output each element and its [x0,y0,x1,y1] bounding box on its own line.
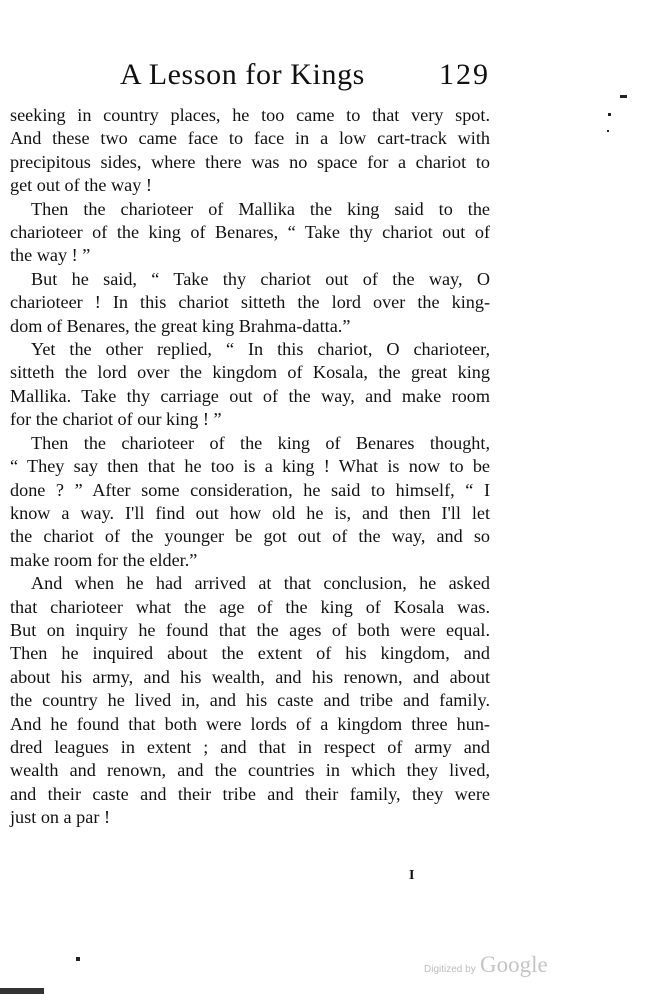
digitized-by-label: Digitized by [424,964,476,975]
paragraph [10,572,490,829]
text-line: And these two came face to face in a low cart-track with [10,128,490,149]
text-line: And when he had arrived at that conclusion, he asked [31,573,490,594]
text-line: Then he inquired about the extent of his kingdom, and [10,643,490,664]
paragraph [10,268,490,338]
text-line: precipitous sides, where there was no space for a chariot to [10,151,490,172]
text-line: Then the charioteer of Mallika the king said to the [31,198,490,219]
page-header [120,58,490,98]
page-number: 129 [439,58,490,91]
body-text [10,104,490,830]
text-line: make room for the elder.” [10,549,198,570]
text-line: Mallika. Take thy carriage out of the way, and make room [10,385,490,406]
google-watermark: Google [480,952,548,977]
paragraph [10,198,490,268]
text-line: get out of the way ! [10,175,152,196]
text-line: know a way. I'll find out how old he is, and then I'll let [10,502,490,523]
text-line: the chariot of the younger be got out of the way, and so [10,526,490,547]
text-line: But he said, “ Take thy chariot out of the way, O [31,268,490,289]
text-line: Yet the other replied, “ In this chariot, O charioteer, [31,339,490,360]
text-line: and their caste and their tribe and their family, they were [10,783,490,804]
text-line: about his army, and his wealth, and his renown, and about [10,666,490,687]
text-line: dom of Benares, the great king Brahma-datta.” [10,315,351,336]
text-line: the way ! ” [10,245,91,266]
paragraph [10,432,490,572]
text-line: for the chariot of our king ! ” [10,409,222,430]
text-line: that charioteer what the age of the king of Kosala was. [10,596,490,617]
running-title: A Lesson for Kings [120,58,365,91]
text-line: the country he lived in, and his caste and tribe and family. [10,690,490,711]
scan-speck [76,957,80,961]
signature-mark: I [409,868,415,883]
text-line: just on a par ! [10,807,111,828]
text-line: dred leagues in extent ; and that in respect of army and [10,736,490,757]
text-line: sitteth the lord over the kingdom of Kosala, the great king [10,362,490,383]
text-line: seeking in country places, he too came to that very spot. [10,105,490,125]
text-line: But on inquiry he found that the ages of both were equal. [10,619,490,640]
text-line: And he found that both were lords of a kingdom three hun- [10,713,490,734]
scan-edge-mark [0,988,44,994]
text-line: charioteer ! In this chariot sitteth the lord over the king- [10,292,490,313]
text-line: “ They say then that he too is a king ! What is now to be [10,456,490,477]
scan-speck [620,95,627,98]
text-line: Then the charioteer of the king of Benares thought, [31,432,490,453]
text-line: done ? ” After some consideration, he said to himself, “ I [10,479,490,500]
scan-speck [608,113,611,116]
text-line: charioteer of the king of Benares, “ Take thy chariot out of [10,222,490,243]
paragraph [10,104,490,198]
scan-speck [607,130,609,132]
paragraph [10,338,490,432]
text-line: wealth and renown, and the countries in which they lived, [10,760,490,781]
